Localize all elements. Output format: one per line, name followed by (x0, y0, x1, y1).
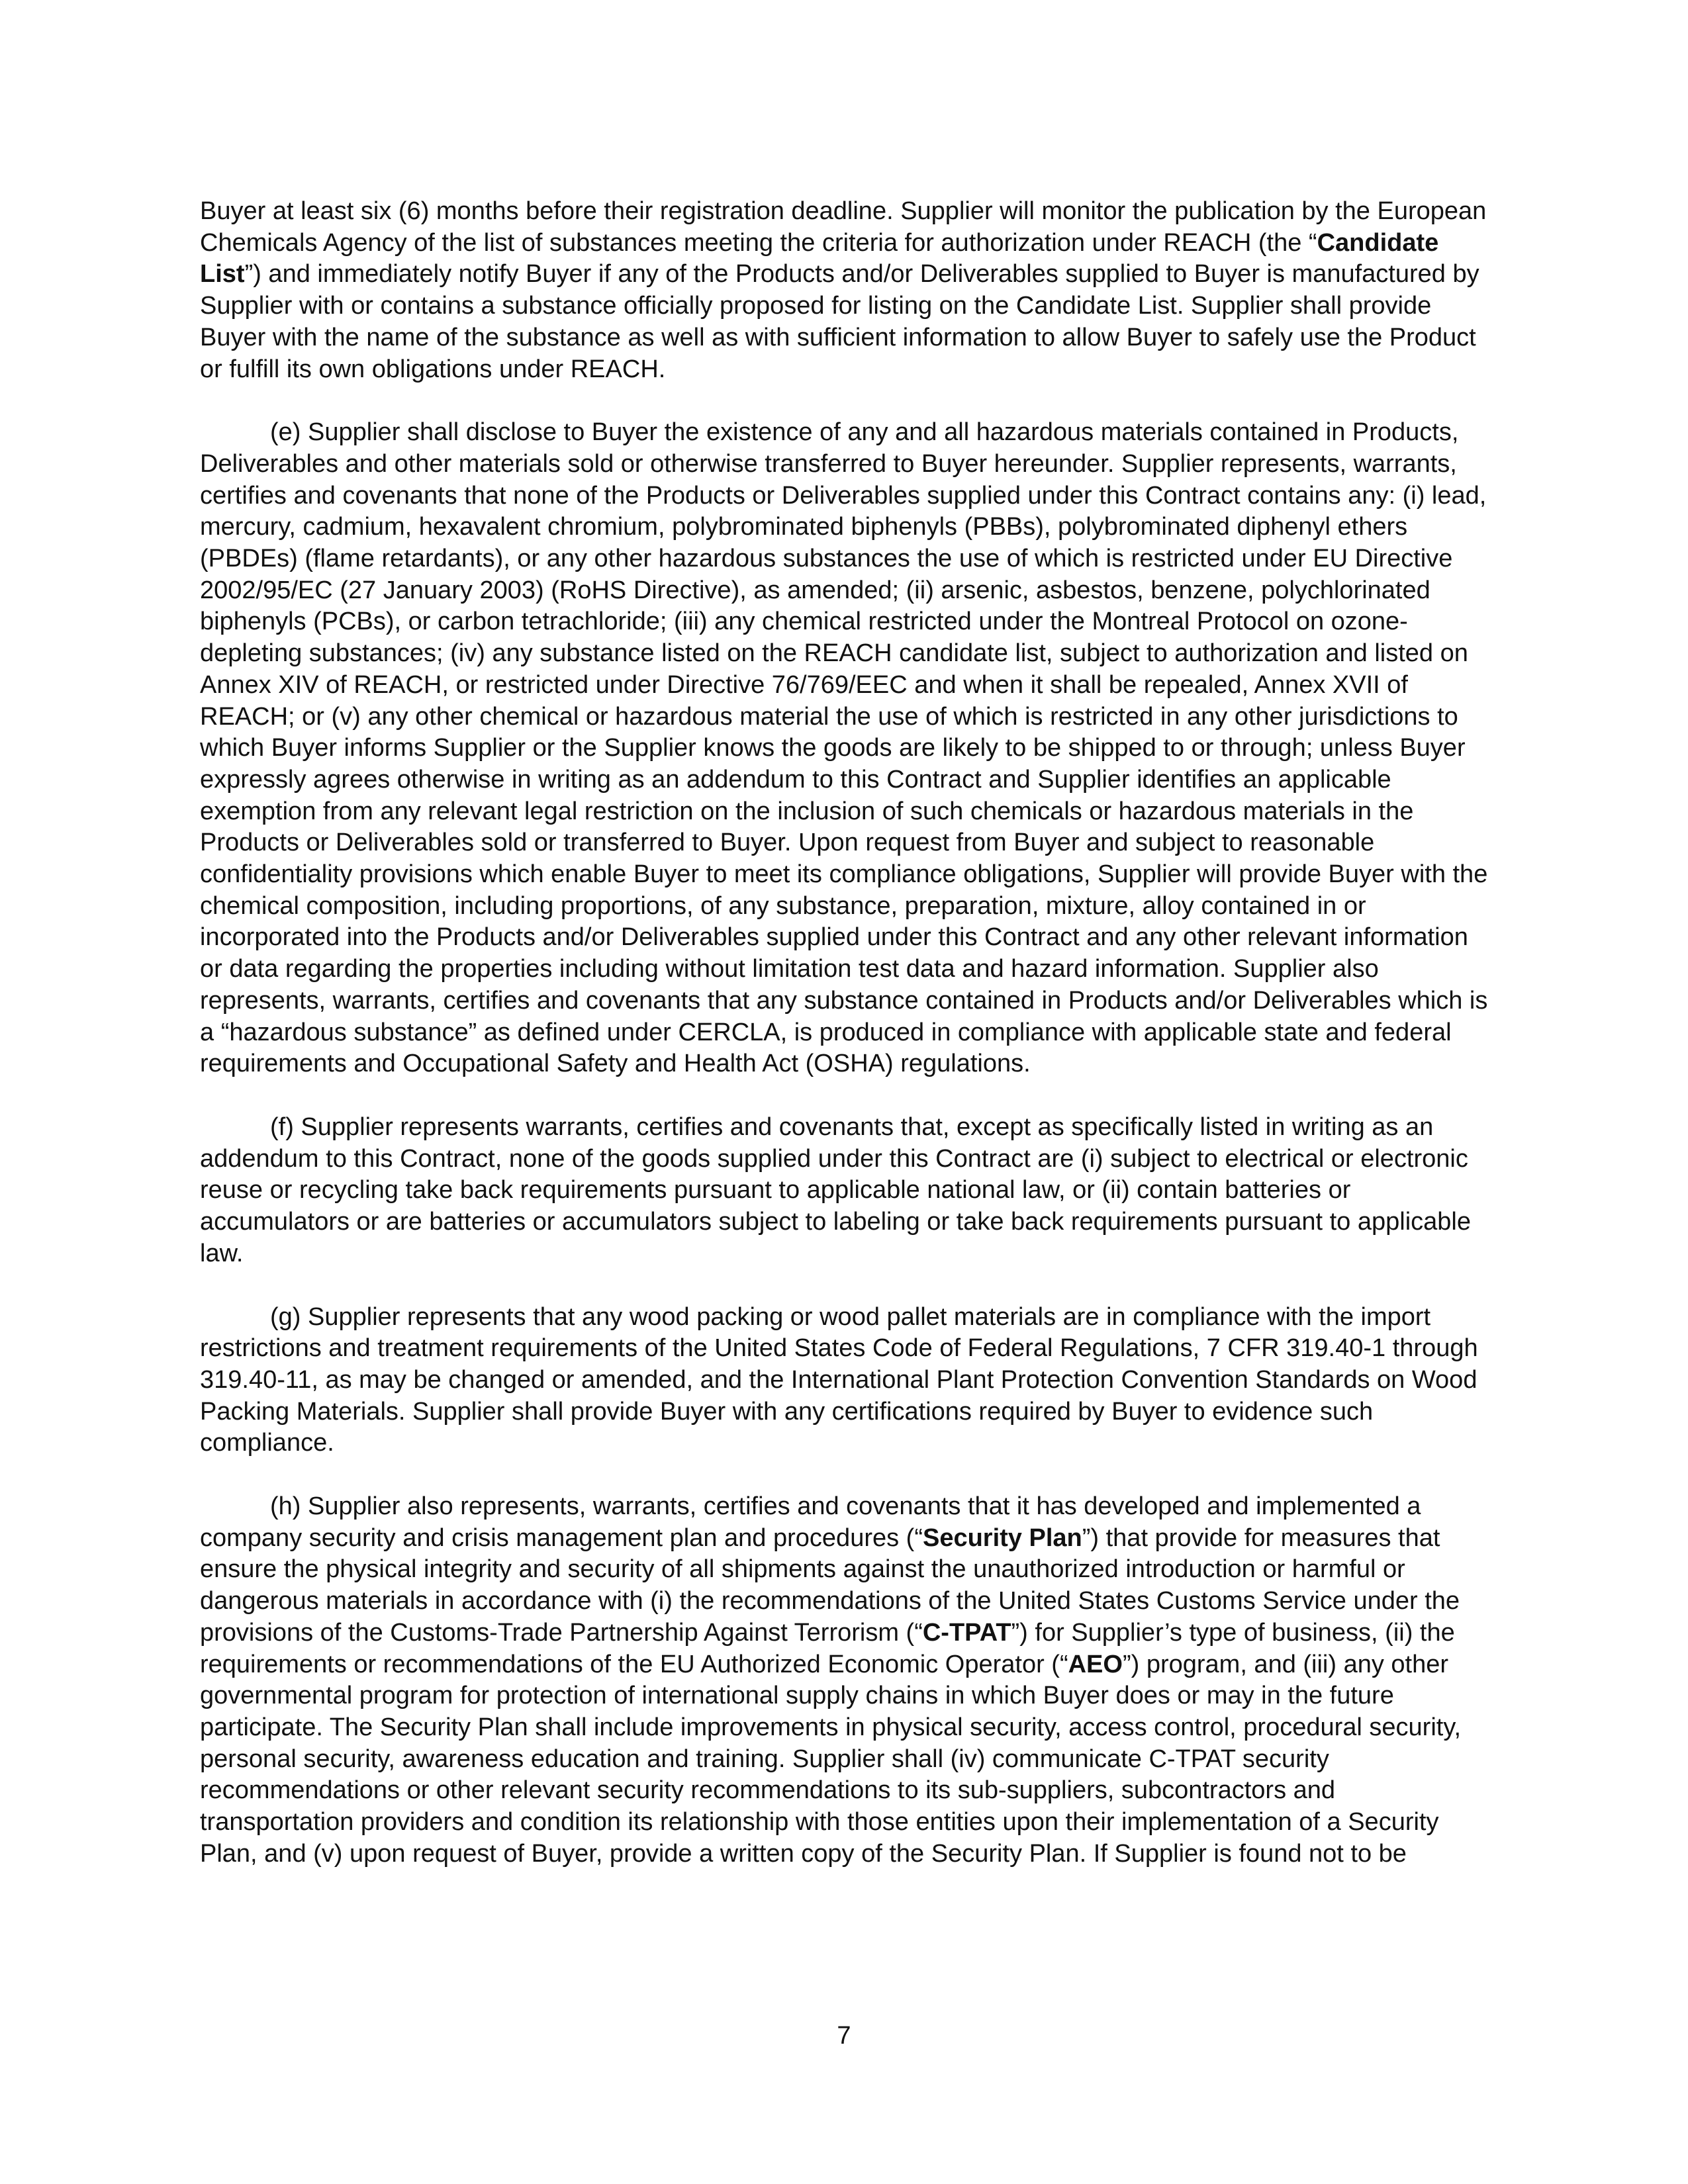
defined-term-aeo: AEO (1068, 1650, 1123, 1678)
paragraph-reach-continuation (200, 196, 1491, 385)
text-span: ”) that provide for measures that ensure the physical integrity and security of all shipments against the unauthorized introduction or harmful or dangerous materials in accordance with (i) the recommendations of the United States Customs Service under the provisions of the Customs-Trade Partnership Against Terrorism (“ (200, 1524, 1460, 1647)
document-body (200, 196, 1491, 1901)
paragraph-clause-e (200, 417, 1491, 1080)
text-span: (f) Supplier represents warrants, certifies and covenants that, except as specifically listed in writing as an addendum to this Contract, none of the goods supplied under this Contract are (i) subject to electrical or electronic reuse or recycling take back requirements pursuant to applicable national law, or (ii) contain batteries or accumulators or are batteries or accumulators subject to labeling or take back requirements pursuant to applicable law. (200, 1113, 1472, 1267)
defined-term-security-plan: Security Plan (922, 1524, 1082, 1552)
text-span: (g) Supplier represents that any wood packing or wood pallet materials are in compliance with the import restrictions and treatment requirements of the United States Code of Federal Regulations, 7 CFR 319.40-1 through 319.40-11, as may be changed or amended, and the International Plant Protection Convention Standards on Wood Packing Materials. Supplier shall provide Buyer with any certifications required by Buyer to evidence such compliance. (200, 1302, 1478, 1457)
text-span: (e) Supplier shall disclose to Buyer the existence of any and all hazardous materials contained in Products, Deliverables and other materials sold or otherwise transferred to Buyer hereunder. Supplier represents, warrants, certifies and covenants that none of the Products or Deliverables supplied under this Contract contains any: (i) lead, mercury, cadmium, hexavalent chromium, polybrominated biphenyls (PBBs), polybrominated diphenyl ethers (PBDEs) (flame retardants), or any other hazardous substances the use of which is restricted under EU Directive 2002/95/EC (27 January 2003) (RoHS Directive), as amended; (ii) arsenic, asbestos, benzene, polychlorinated biphenyls (PCBs), or carbon tetrachloride; (iii) any chemical restricted under the Montreal Protocol on ozone-depleting substances; (iv) any substance listed on the REACH candidate list, subject to authorization and listed on Annex XIV of REACH, or restricted under Directive 76/769/EEC and when it shall be repealed, Annex XVII of REACH; or (v) any other chemical or hazardous material the use of which is restricted in any other jurisdictions to which Buyer informs Supplier or the Supplier knows the goods are likely to be shipped to or through; unless Buyer expressly agrees otherwise in writing as an addendum to this Contract and Supplier identifies an applicable exemption from any relevant legal restriction on the inclusion of such chemicals or hazardous materials in the Products or Deliverables sold or transferred to Buyer. Upon request from Buyer and subject to reasonable confidentiality provisions which enable Buyer to meet its compliance obligations, Supplier will provide Buyer with the chemical composition, including proportions, of any substance, preparation, mixture, alloy contained in or incorporated into the Products and/or Deliverables supplied under this Contract and any other relevant information or data regarding the properties including without limitation test data and hazard information. Supplier also represents, warrants, certifies and covenants that any substance contained in Products and/or Deliverables which is a “hazardous substance” as defined under CERCLA, is produced in compliance with applicable state and federal requirements and Occupational Safety and Health Act (OSHA) regulations. (200, 418, 1488, 1078)
text-span: ”) and immediately notify Buyer if any of the Products and/or Deliverables supplied to Buyer is manufactured by Supplier with or contains a substance officially proposed for listing on the Candidate List. Supplier shall provide Buyer with the name of the substance as well as with sufficient information to allow Buyer to safely use the Product or fulfill its own obligations under REACH. (200, 260, 1479, 383)
paragraph-clause-g (200, 1302, 1491, 1460)
defined-term-candidate-list: Candidate List (200, 228, 1439, 289)
paragraph-clause-h (200, 1491, 1491, 1870)
text-span: ”) for Supplier’s type of business, (ii) the requirements or recommendations of the EU Authorized Economic Operator (“ (200, 1618, 1455, 1678)
paragraph-clause-f (200, 1112, 1491, 1270)
page-number: 7 (837, 2022, 851, 2050)
text-span: (h) Supplier also represents, warrants, certifies and covenants that it has developed and implemented a company security and crisis management plan and procedures (“ (200, 1492, 1421, 1552)
text-span: Buyer at least six (6) months before their registration deadline. Supplier will monitor the publication by the European Chemicals Agency of the list of substances meeting the criteria for authorization under REACH (the “ (200, 197, 1487, 257)
text-span: ”) program, and (iii) any other governmental program for protection of international supply chains in which Buyer does or may in the future participate. The Security Plan shall include improvements in physical security, access control, procedural security, personal security, awareness education and training. Supplier shall (iv) communicate C-TPAT security recommendations or other relevant security recommendations to its sub-suppliers, subcontractors and transportation providers and condition its relationship with those entities upon their implementation of a Security Plan, and (v) upon request of Buyer, provide a written copy of the Security Plan. If Supplier is found not to be (200, 1650, 1462, 1868)
defined-term-c-tpat: C-TPAT (922, 1618, 1011, 1647)
